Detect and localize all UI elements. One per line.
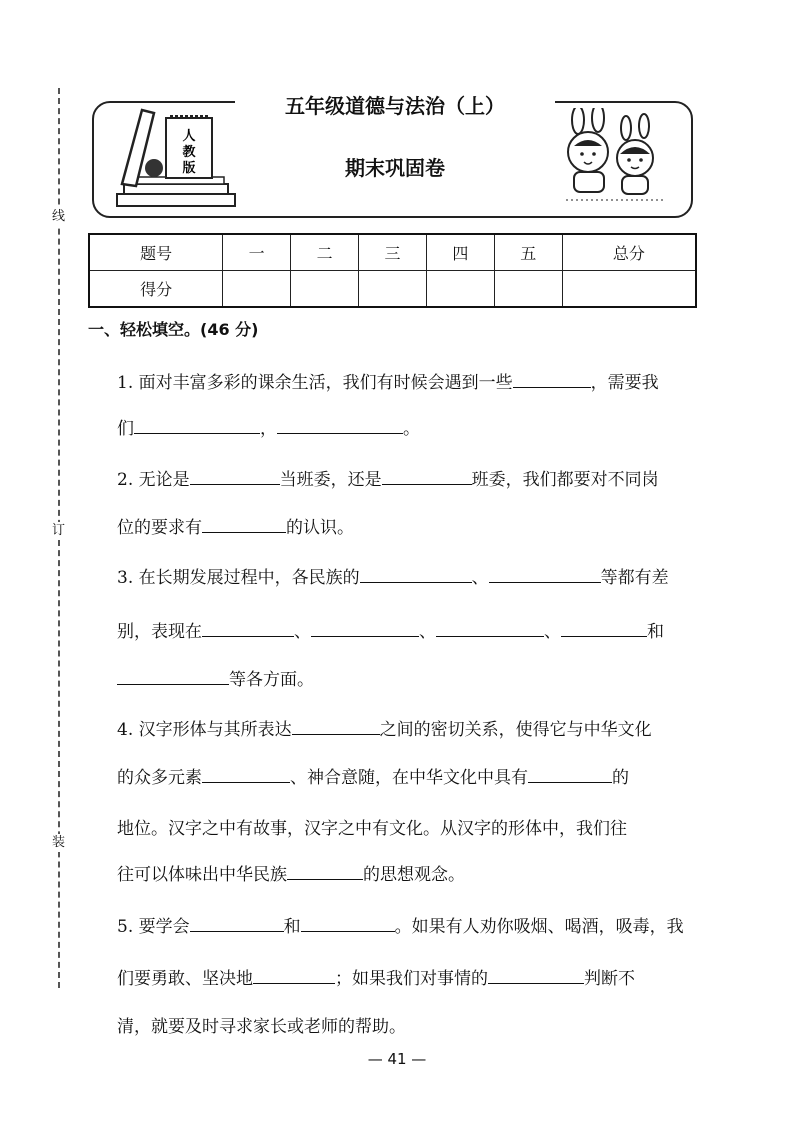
q1-text: 1. 面对丰富多彩的课余生活，我们有时候会遇到一些: [117, 373, 513, 393]
answer-blank[interactable]: [436, 618, 544, 637]
section-heading: 一、轻松填空。(46 分): [88, 320, 259, 339]
answer-blank[interactable]: [287, 861, 363, 880]
books-illustration: [112, 104, 242, 210]
q4-text: 、神合意随，在中华文化中具有: [290, 768, 528, 788]
score-input-cell[interactable]: [562, 271, 696, 308]
score-table-header-row: [89, 234, 696, 271]
score-cell: 二: [291, 234, 359, 271]
score-cell: 题号: [89, 234, 223, 271]
answer-blank[interactable]: [513, 369, 591, 388]
q3-text: 等各方面。: [229, 670, 314, 690]
q3-text: 3. 在长期发展过程中，各民族的: [117, 568, 360, 588]
answer-blank[interactable]: [301, 913, 395, 932]
q4-line-4: [117, 860, 707, 885]
binding-label-ding: 订: [52, 523, 66, 538]
score-table: [88, 233, 697, 308]
score-cell: 五: [494, 234, 562, 271]
q5-line-2: [117, 964, 707, 989]
score-input-cell[interactable]: [359, 271, 427, 308]
q2-line-2: [117, 513, 707, 538]
answer-blank[interactable]: [561, 618, 647, 637]
q3-text: 、: [419, 622, 436, 642]
kids-illustration: [560, 108, 670, 206]
q1-line-1: [117, 368, 707, 393]
q5-text: 和: [283, 917, 301, 937]
q4-text: 地位。汉字之中有故事，汉字之中有文化。从汉字的形体中，我们往: [117, 819, 627, 839]
q3-text: 等都有差: [600, 568, 669, 588]
answer-blank[interactable]: [292, 716, 380, 735]
q5-text: ；如果我们对事情的: [335, 969, 488, 989]
score-input-cell[interactable]: [494, 271, 562, 308]
notebook-label-2: 教: [182, 145, 196, 160]
q5-text: 5. 要学会: [117, 917, 190, 937]
notebook-label-3: 版: [182, 161, 196, 176]
score-table-score-row: [89, 271, 696, 308]
notebook-label-1: 人: [182, 129, 196, 144]
answer-blank[interactable]: [528, 764, 612, 783]
q1-text: ，需要我: [590, 373, 659, 393]
q1-text: ，: [260, 419, 277, 439]
score-cell: 总分: [562, 234, 696, 271]
binding-label-line: 线: [52, 209, 66, 224]
score-input-cell[interactable]: [291, 271, 359, 308]
answer-blank[interactable]: [382, 466, 472, 485]
answer-blank[interactable]: [202, 514, 286, 533]
answer-blank[interactable]: [202, 618, 294, 637]
q4-text: 的众多元素: [117, 768, 202, 788]
q4-line-1: [117, 715, 707, 740]
q2-line-1: [117, 465, 707, 490]
q2-text: 的认识。: [286, 518, 354, 538]
answer-blank[interactable]: [190, 913, 284, 932]
page-subtitle: 期末巩固卷: [345, 156, 445, 180]
q3-line-1: [117, 563, 707, 588]
answer-blank[interactable]: [488, 965, 584, 984]
q2-text: 当班委，还是: [279, 470, 382, 490]
answer-blank[interactable]: [253, 965, 335, 984]
answer-blank[interactable]: [311, 618, 419, 637]
q3-text: 、: [294, 622, 311, 642]
q4-text: 的思想观念。: [363, 865, 465, 885]
q3-line-3: [117, 665, 707, 690]
q1-text: 。: [403, 419, 420, 439]
binding-label-zhuang: 装: [52, 835, 66, 850]
score-cell: 得分: [89, 271, 223, 308]
answer-blank[interactable]: [117, 666, 229, 685]
q2-text: 班委，我们都要对不同岗: [471, 470, 659, 490]
q5-text: 们要勇敢、坚决地: [117, 969, 253, 989]
q1-text: 们: [117, 419, 134, 439]
score-input-cell[interactable]: [223, 271, 291, 308]
score-cell: 四: [426, 234, 494, 271]
q3-text: 别，表现在: [117, 622, 202, 642]
q4-text: 往可以体味出中华民族: [117, 865, 287, 885]
q3-line-2: [117, 617, 707, 642]
answer-blank[interactable]: [277, 415, 403, 434]
q5-line-1: [117, 912, 707, 937]
score-cell: 一: [223, 234, 291, 271]
q4-text: 之间的密切关系，使得它与中华文化: [379, 720, 652, 740]
q4-line-2: [117, 763, 707, 788]
answer-blank[interactable]: [190, 466, 280, 485]
q3-text: 、: [544, 622, 561, 642]
q1-line-2: [117, 414, 707, 439]
score-input-cell[interactable]: [426, 271, 494, 308]
page-title: 五年级道德与法治（上）: [235, 92, 555, 120]
q4-line-3: [117, 814, 707, 839]
answer-blank[interactable]: [202, 764, 290, 783]
answer-blank[interactable]: [360, 564, 472, 583]
q4-text: 4. 汉字形体与其所表达: [117, 720, 292, 740]
q2-text: 位的要求有: [117, 518, 202, 538]
score-cell: 三: [359, 234, 427, 271]
q3-text: 、: [471, 568, 489, 588]
answer-blank[interactable]: [489, 564, 601, 583]
q5-text: 清，就要及时寻求家长或老师的帮助。: [117, 1017, 406, 1037]
answer-blank[interactable]: [134, 415, 260, 434]
q3-text: 和: [647, 622, 664, 642]
q5-text: 。如果有人劝你吸烟、喝酒，吸毒，我: [394, 917, 684, 937]
q5-line-3: [117, 1012, 707, 1037]
q2-text: 2. 无论是: [117, 470, 190, 490]
q4-text: 的: [612, 768, 629, 788]
q5-text: 判断不: [584, 969, 635, 989]
page-number: — 41 —: [367, 1050, 427, 1068]
